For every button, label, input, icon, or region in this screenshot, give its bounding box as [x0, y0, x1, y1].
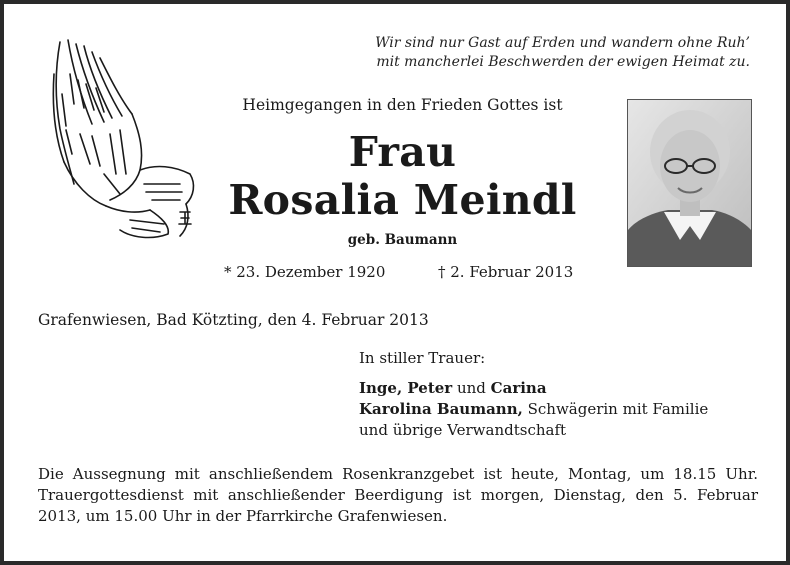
- mourners-name-karolina: Karolina Baumann,: [359, 400, 523, 418]
- mourners-line-3: und übrige Verwandtschaft: [359, 421, 567, 439]
- mourning-heading: In stiller Trauer:: [359, 349, 486, 367]
- birth-date: * 23. Dezember 1920: [224, 263, 386, 281]
- deceased-name: Rosalia Meindl: [228, 176, 577, 224]
- intro-text: Heimgegangen in den Frieden Gottes ist: [242, 96, 563, 114]
- maiden-name: geb. Baumann: [347, 232, 458, 248]
- service-details: Die Aussegnung mit anschließendem Rosenkranzgebet ist heute, Montag, um 18.15 Uhr. Trauergottesdienst mit anschließender Beerdigung ist morgen, Dienstag, den 5. Februar 2013, um 15.00 Uhr in der Pfarrkirche Grafenwiesen.: [38, 465, 758, 525]
- portrait-photo: [627, 99, 752, 267]
- mourners-relation: Schwägerin mit Familie: [522, 400, 709, 418]
- deceased-name-block: [200, 128, 605, 224]
- salutation: Frau: [348, 128, 457, 176]
- mourners-line-2: [359, 399, 759, 420]
- praying-hands-icon: [40, 34, 205, 244]
- verse-quote: [330, 34, 750, 72]
- mourners-line-1: [359, 378, 759, 399]
- mourners-connector: und: [452, 379, 491, 397]
- mourners-names-b: Carina: [490, 379, 547, 397]
- death-date: † 2. Februar 2013: [438, 263, 574, 281]
- portrait-image: [628, 100, 751, 266]
- verse-line-1: Wir sind nur Gast auf Erden und wandern ohne Ruh’: [375, 35, 750, 51]
- verse-line-2: mit mancherlei Beschwerden der ewigen Heimat zu.: [376, 54, 750, 70]
- place-and-date: Grafenwiesen, Bad Kötzting, den 4. Februar 2013: [38, 311, 429, 329]
- mourners-block: [359, 348, 759, 441]
- mourners-names-a: Inge, Peter: [359, 379, 453, 397]
